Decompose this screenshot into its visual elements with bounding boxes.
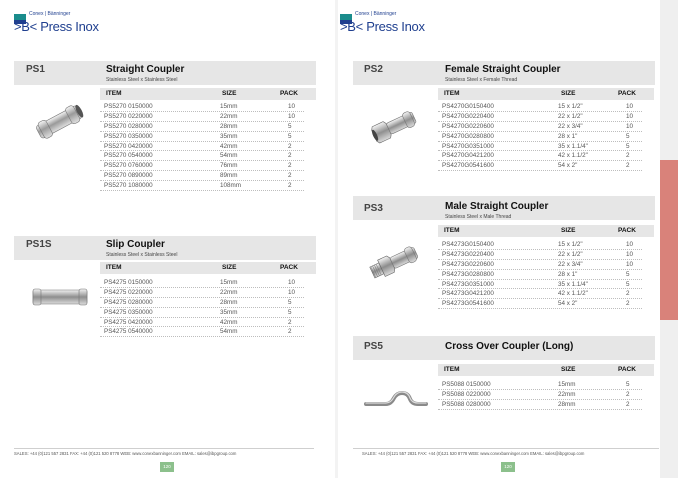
table-row xyxy=(100,102,304,112)
item-pack: 2 xyxy=(626,152,630,160)
product-subtitle: Stainless Steel x Stainless Steel xyxy=(106,77,178,83)
table-row xyxy=(438,289,642,299)
female-coupler-image xyxy=(368,106,422,146)
product-code: PS1S xyxy=(26,239,52,250)
straight-coupler-image xyxy=(30,100,88,144)
item-pack: 2 xyxy=(288,318,292,326)
product-code: PS3 xyxy=(364,203,383,214)
item-code: PS4275 0280000 xyxy=(104,298,153,306)
item-size: 28mm xyxy=(558,400,576,408)
item-size: 35 x 1.1/4" xyxy=(558,142,588,150)
table-header xyxy=(438,88,654,100)
item-size: 22mm xyxy=(220,288,238,296)
item-code: PS4275 0150000 xyxy=(104,279,153,286)
item-size: 54 x 2" xyxy=(558,300,578,308)
item-size: 54mm xyxy=(220,152,238,160)
table-row xyxy=(438,380,642,390)
item-code: PS4275 0220000 xyxy=(104,288,153,296)
item-pack: 2 xyxy=(288,182,292,190)
item-pack: 10 xyxy=(288,288,296,296)
item-pack: 2 xyxy=(626,390,630,398)
item-code: PS4273G0541600 xyxy=(442,300,494,308)
item-pack: 5 xyxy=(288,308,292,316)
item-size: 22 x 3/4" xyxy=(558,260,583,268)
item-size: 89mm xyxy=(220,172,238,180)
item-size: 28mm xyxy=(220,298,238,306)
item-code: PS4273G0421200 xyxy=(442,290,494,298)
item-code: PS4275 0420000 xyxy=(104,318,153,326)
item-pack: 5 xyxy=(288,122,292,130)
item-size: 15 x 1/2" xyxy=(558,103,583,110)
item-size: 22mm xyxy=(220,112,238,120)
item-size: 54 x 2" xyxy=(558,162,578,170)
footer-rule xyxy=(353,448,659,449)
item-code: PS4270G0220400 xyxy=(442,112,494,120)
item-size: 42mm xyxy=(220,142,238,150)
crossover-coupler-image xyxy=(364,390,428,410)
table-row xyxy=(438,112,642,122)
brand-company: Conex | Bänninger xyxy=(29,11,71,17)
table-row xyxy=(100,151,304,161)
item-code: PS5088 0280000 xyxy=(442,400,491,408)
header-item: ITEM xyxy=(106,264,122,271)
item-size: 15 x 1/2" xyxy=(558,241,583,248)
header-size: SIZE xyxy=(222,264,237,271)
item-size: 76mm xyxy=(220,162,238,170)
item-code: PS4270G0220600 xyxy=(442,122,494,130)
product-title: Slip Coupler xyxy=(106,239,165,250)
male-coupler-image xyxy=(368,242,422,282)
item-code: PS4273G0220600 xyxy=(442,260,494,268)
item-size: 35mm xyxy=(220,308,238,316)
item-size: 35mm xyxy=(220,132,238,140)
item-pack: 2 xyxy=(288,162,292,170)
product-subtitle: Stainless Steel x Stainless Steel xyxy=(106,252,178,258)
item-pack: 10 xyxy=(626,122,634,130)
header-size: SIZE xyxy=(561,90,576,97)
item-code: PS4270G0150400 xyxy=(442,103,494,110)
left-page xyxy=(0,0,335,478)
table-row xyxy=(438,102,642,112)
item-code: PS4270G0541600 xyxy=(442,162,494,170)
brand-name: >B< Press Inox xyxy=(340,19,425,34)
table-row xyxy=(438,250,642,260)
header-item: ITEM xyxy=(106,90,122,97)
page-number: 120 xyxy=(501,462,515,472)
brand-logo xyxy=(340,11,460,37)
item-size: 15mm xyxy=(220,103,238,110)
item-code: PS5270 0350000 xyxy=(104,132,153,140)
item-code: PS5270 0540000 xyxy=(104,152,153,160)
slip-coupler-image xyxy=(30,286,90,308)
item-code: PS5088 0220000 xyxy=(442,390,491,398)
table-row xyxy=(100,327,304,337)
product-table-ps1s xyxy=(100,278,304,337)
item-code: PS5270 0420000 xyxy=(104,142,153,150)
product-title: Cross Over Coupler (Long) xyxy=(445,341,574,352)
header-size: SIZE xyxy=(561,366,576,373)
header-pack: PACK xyxy=(618,90,636,97)
table-row xyxy=(438,299,642,309)
item-code: PS5270 0280000 xyxy=(104,122,153,130)
table-header xyxy=(100,88,316,100)
item-pack: 2 xyxy=(626,290,630,298)
item-size: 15mm xyxy=(220,279,238,286)
item-code: PS4273G0150400 xyxy=(442,241,494,248)
table-row xyxy=(438,270,642,280)
product-table-ps3 xyxy=(438,240,642,309)
item-code: PS4275 0350000 xyxy=(104,308,153,316)
table-row xyxy=(438,280,642,290)
product-title: Male Straight Coupler xyxy=(445,201,549,212)
item-code: PS4273G0220400 xyxy=(442,250,494,258)
item-code: PS5270 0890000 xyxy=(104,172,153,180)
item-pack: 10 xyxy=(288,112,296,120)
item-code: PS4270G0421200 xyxy=(442,152,494,160)
product-code: PS5 xyxy=(364,341,383,352)
item-code: PS5270 0220000 xyxy=(104,112,153,120)
item-pack: 2 xyxy=(288,328,292,336)
table-header xyxy=(100,262,316,274)
item-pack: 5 xyxy=(626,280,630,288)
item-pack: 10 xyxy=(626,103,634,110)
table-row xyxy=(438,161,642,171)
table-row xyxy=(100,142,304,152)
item-size: 108mm xyxy=(220,182,241,190)
item-pack: 10 xyxy=(626,260,634,268)
item-pack: 5 xyxy=(626,132,630,140)
table-row xyxy=(100,161,304,171)
item-code: PS4270G0351000 xyxy=(442,142,494,150)
right-page xyxy=(338,0,660,478)
table-row xyxy=(100,308,304,318)
table-row xyxy=(100,112,304,122)
item-size: 15mm xyxy=(558,381,576,388)
item-pack: 5 xyxy=(288,298,292,306)
header-pack: PACK xyxy=(280,90,298,97)
header-pack: PACK xyxy=(618,227,636,234)
table-row xyxy=(438,122,642,132)
item-pack: 5 xyxy=(626,142,630,150)
table-row xyxy=(438,390,642,400)
header-size: SIZE xyxy=(561,227,576,234)
header-item: ITEM xyxy=(444,366,460,373)
table-row xyxy=(438,132,642,142)
item-size: 42mm xyxy=(220,318,238,326)
item-pack: 5 xyxy=(626,270,630,278)
table-row xyxy=(100,278,304,288)
table-row xyxy=(438,151,642,161)
item-pack: 2 xyxy=(288,172,292,180)
item-pack: 10 xyxy=(626,112,634,120)
section-tab[interactable] xyxy=(660,160,678,320)
item-size: 28 x 1" xyxy=(558,270,578,278)
item-size: 22mm xyxy=(558,390,576,398)
product-code: PS1 xyxy=(26,64,45,75)
item-code: PS5270 0150000 xyxy=(104,103,153,110)
table-row xyxy=(100,298,304,308)
item-code: PS4273G0280800 xyxy=(442,270,494,278)
footer-rule xyxy=(14,448,314,449)
item-code: PS4275 0540000 xyxy=(104,328,153,336)
table-row xyxy=(438,240,642,250)
brand-name: >B< Press Inox xyxy=(14,19,99,34)
footer-contact: SALES: +44 (0)121 557 2831 FAX: +44 (0)121 520 8778 WEB: www.conexbanninger.com EMAIL: sales@ibpgroup.com xyxy=(362,451,585,456)
item-size: 22 x 3/4" xyxy=(558,122,583,130)
header-item: ITEM xyxy=(444,227,460,234)
item-size: 42 x 1.1/2" xyxy=(558,152,588,160)
product-table-ps5 xyxy=(438,380,642,410)
item-pack: 5 xyxy=(288,132,292,140)
item-code: PS5088 0150000 xyxy=(442,381,491,388)
table-row xyxy=(100,122,304,132)
item-size: 22 x 1/2" xyxy=(558,250,583,258)
item-pack: 2 xyxy=(626,162,630,170)
table-row xyxy=(438,142,642,152)
product-subtitle: Stainless Steel x Male Thread xyxy=(445,214,512,220)
item-size: 35 x 1.1/4" xyxy=(558,280,588,288)
table-row xyxy=(438,260,642,270)
item-size: 28 x 1" xyxy=(558,132,578,140)
item-pack: 5 xyxy=(626,381,630,388)
item-code: PS4273G0351000 xyxy=(442,280,494,288)
table-row xyxy=(100,171,304,181)
brand-logo xyxy=(14,11,134,37)
product-code: PS2 xyxy=(364,64,383,75)
item-code: PS5270 1080000 xyxy=(104,182,153,190)
product-table-ps2 xyxy=(438,102,642,171)
item-size: 42 x 1.1/2" xyxy=(558,290,588,298)
footer-contact: SALES: +44 (0)121 557 2831 FAX: +44 (0)121 520 8778 WEB: www.conexbanninger.com EMAIL: sales@ibpgroup.com xyxy=(14,451,237,456)
table-row xyxy=(100,181,304,191)
product-title: Female Straight Coupler xyxy=(445,64,561,75)
page-number: 120 xyxy=(160,462,174,472)
item-pack: 10 xyxy=(288,279,296,286)
header-size: SIZE xyxy=(222,90,237,97)
table-row xyxy=(438,400,642,410)
item-code: PS4270G0280800 xyxy=(442,132,494,140)
header-item: ITEM xyxy=(444,90,460,97)
table-row xyxy=(100,288,304,298)
item-pack: 2 xyxy=(626,400,630,408)
item-pack: 10 xyxy=(626,241,634,248)
item-pack: 10 xyxy=(288,103,296,110)
table-header xyxy=(438,225,654,237)
brand-company: Conex | Bänninger xyxy=(355,11,397,17)
table-row xyxy=(100,132,304,142)
product-title: Straight Coupler xyxy=(106,64,185,75)
item-pack: 2 xyxy=(288,152,292,160)
header-pack: PACK xyxy=(618,366,636,373)
header-pack: PACK xyxy=(280,264,298,271)
product-subtitle: Stainless Steel x Female Thread xyxy=(445,77,518,83)
item-pack: 2 xyxy=(626,300,630,308)
item-size: 54mm xyxy=(220,328,238,336)
item-pack: 2 xyxy=(288,142,292,150)
item-pack: 10 xyxy=(626,250,634,258)
table-row xyxy=(100,318,304,328)
table-header xyxy=(438,364,654,376)
item-size: 28mm xyxy=(220,122,238,130)
item-size: 22 x 1/2" xyxy=(558,112,583,120)
product-table-ps1 xyxy=(100,102,304,191)
item-code: PS5270 0760000 xyxy=(104,162,153,170)
